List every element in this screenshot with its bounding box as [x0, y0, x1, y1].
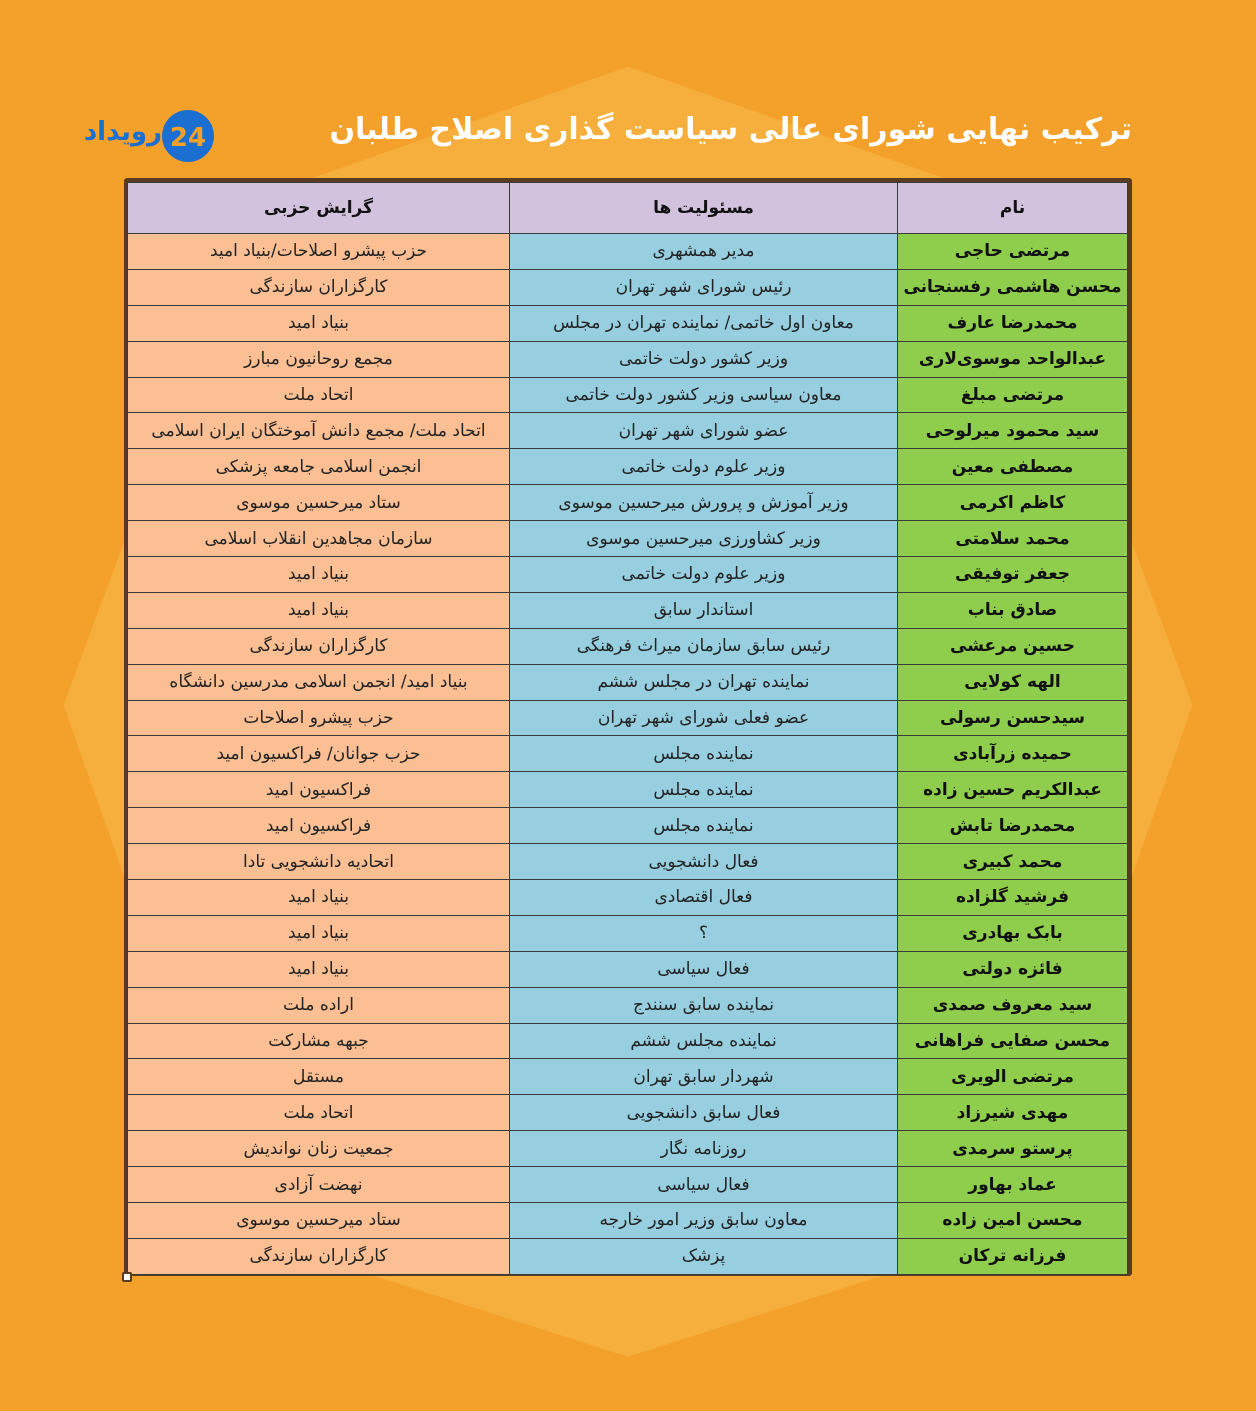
cell-name: فرشید گلزاده [898, 880, 1128, 916]
cell-name: سید معروف صمدی [898, 987, 1128, 1023]
cell-party: اتحادیه دانشجویی تادا [128, 844, 510, 880]
table-row [128, 664, 1128, 700]
table-row [128, 305, 1128, 341]
cell-responsibility: معاون سیاسی وزیر کشور دولت خاتمی [510, 377, 898, 413]
cell-responsibility: نماینده مجلس ششم [510, 1023, 898, 1059]
cell-name: سیدحسن رسولی [898, 700, 1128, 736]
cell-party: فراکسیون امید [128, 772, 510, 808]
table-row [128, 592, 1128, 628]
table-row [128, 1167, 1128, 1203]
cell-responsibility: فعال اقتصادی [510, 880, 898, 916]
table-row [128, 915, 1128, 951]
cell-responsibility: شهردار سابق تهران [510, 1059, 898, 1095]
cell-responsibility: نماینده مجلس [510, 808, 898, 844]
cell-party: اراده ملت [128, 987, 510, 1023]
cell-name: بابک بهادری [898, 915, 1128, 951]
table-row [128, 700, 1128, 736]
page-title: ترکیب نهایی شورای عالی سیاست گذاری اصلاح طلبان [329, 112, 1132, 147]
cell-party: بنیاد امید [128, 915, 510, 951]
cell-name: صادق بناب [898, 592, 1128, 628]
cell-party: بنیاد امید [128, 951, 510, 987]
cell-party: بنیاد امید [128, 305, 510, 341]
table-row [128, 341, 1128, 377]
cell-party: کارگزاران سازندگی [128, 1238, 510, 1274]
table-row [128, 1095, 1128, 1131]
cell-responsibility: عضو فعلی شورای شهر تهران [510, 700, 898, 736]
cell-name: مرتضی مبلغ [898, 377, 1128, 413]
cell-party: جمعیت زنان نواندیش [128, 1131, 510, 1167]
cell-party: نهضت آزادی [128, 1167, 510, 1203]
cell-responsibility: نماینده تهران در مجلس ششم [510, 664, 898, 700]
cell-name: محمد کبیری [898, 844, 1128, 880]
cell-party: ستاد میرحسین موسوی [128, 485, 510, 521]
cell-name: عبدالکریم حسین زاده [898, 772, 1128, 808]
table-header-row [128, 183, 1128, 234]
cell-responsibility: معاون سابق وزیر امور خارجه [510, 1203, 898, 1239]
cell-party: فراکسیون امید [128, 808, 510, 844]
cell-responsibility: نماینده مجلس [510, 736, 898, 772]
header-responsibilities: مسئولیت ها [510, 183, 898, 234]
cell-name: مرتضی حاجی [898, 234, 1128, 270]
cell-party: جبهه مشارکت [128, 1023, 510, 1059]
cell-responsibility: ؟ [510, 915, 898, 951]
header-party-affiliation: گرایش حزبی [128, 183, 510, 234]
cell-responsibility: استاندار سابق [510, 592, 898, 628]
council-table-frame [124, 178, 1132, 1276]
logo-text: رویداد [83, 117, 162, 147]
cell-responsibility: فعال سابق دانشجویی [510, 1095, 898, 1131]
cell-party: اتحاد ملت/ مجمع دانش آموختگان ایران اسلامی [128, 413, 510, 449]
cell-responsibility: نماینده مجلس [510, 772, 898, 808]
cell-responsibility: معاون اول خاتمی/ نماینده تهران در مجلس [510, 305, 898, 341]
table-row [128, 628, 1128, 664]
table-row [128, 880, 1128, 916]
table-row [128, 1059, 1128, 1095]
cell-responsibility: مدیر همشهری [510, 234, 898, 270]
table-row [128, 1023, 1128, 1059]
cell-responsibility: پزشک [510, 1238, 898, 1274]
cell-party: حزب پیشرو اصلاحات [128, 700, 510, 736]
cell-responsibility: وزیر کشاورزی میرحسین موسوی [510, 521, 898, 557]
cell-responsibility: عضو شورای شهر تهران [510, 413, 898, 449]
cell-responsibility: وزیر علوم دولت خاتمی [510, 557, 898, 593]
cell-responsibility: وزیر علوم دولت خاتمی [510, 449, 898, 485]
cell-responsibility: فعال دانشجویی [510, 844, 898, 880]
cell-name: محسن صفایی فراهانی [898, 1023, 1128, 1059]
cell-party: سازمان مجاهدین انقلاب اسلامی [128, 521, 510, 557]
rooydad24-logo [83, 106, 216, 166]
cell-party: اتحاد ملت [128, 1095, 510, 1131]
cell-party: اتحاد ملت [128, 377, 510, 413]
cell-party: بنیاد امید [128, 557, 510, 593]
table-row [128, 844, 1128, 880]
cell-name: مرتضی الویری [898, 1059, 1128, 1095]
table-row [128, 521, 1128, 557]
cell-party: کارگزاران سازندگی [128, 628, 510, 664]
table-row [128, 449, 1128, 485]
table-row [128, 413, 1128, 449]
cell-name: فائزه دولتی [898, 951, 1128, 987]
table-row [128, 557, 1128, 593]
cell-party: حزب پیشرو اصلاحات/بنیاد امید [128, 234, 510, 270]
table-row [128, 1131, 1128, 1167]
cell-responsibility: رئیس سابق سازمان میراث فرهنگی [510, 628, 898, 664]
corner-handle [122, 1272, 132, 1282]
table-row [128, 736, 1128, 772]
cell-name: عماد بهاور [898, 1167, 1128, 1203]
cell-name: محسن هاشمی رفسنجانی [898, 269, 1128, 305]
cell-name: محمد سلامتی [898, 521, 1128, 557]
logo-number: 24 [169, 123, 207, 153]
table-row [128, 1203, 1128, 1239]
table-row [128, 1238, 1128, 1274]
council-members-table [127, 182, 1128, 1275]
cell-name: الهه کولایی [898, 664, 1128, 700]
cell-responsibility: رئیس شورای شهر تهران [510, 269, 898, 305]
table-row [128, 987, 1128, 1023]
table-row [128, 377, 1128, 413]
cell-party: ستاد میرحسین موسوی [128, 1203, 510, 1239]
cell-name: جعفر توفیقی [898, 557, 1128, 593]
cell-name: حمیده زرآبادی [898, 736, 1128, 772]
cell-name: محسن امین زاده [898, 1203, 1128, 1239]
cell-responsibility: وزیر کشور دولت خاتمی [510, 341, 898, 377]
cell-party: بنیاد امید/ انجمن اسلامی مدرسین دانشگاه [128, 664, 510, 700]
cell-responsibility: فعال سیاسی [510, 1167, 898, 1203]
cell-responsibility: وزیر آموزش و پرورش میرحسین موسوی [510, 485, 898, 521]
cell-party: حزب جوانان/ فراکسیون امید [128, 736, 510, 772]
cell-name: محمدرضا تابش [898, 808, 1128, 844]
table-row [128, 269, 1128, 305]
table-row [128, 951, 1128, 987]
cell-party: کارگزاران سازندگی [128, 269, 510, 305]
table-row [128, 234, 1128, 270]
cell-party: بنیاد امید [128, 592, 510, 628]
header-name: نام [898, 183, 1128, 234]
cell-party: مجمع روحانیون مبارز [128, 341, 510, 377]
cell-party: بنیاد امید [128, 880, 510, 916]
table-row [128, 772, 1128, 808]
cell-responsibility: نماینده سابق سنندج [510, 987, 898, 1023]
cell-party: انجمن اسلامی جامعه پزشکی [128, 449, 510, 485]
cell-party: مستقل [128, 1059, 510, 1095]
cell-name: سید محمود میرلوحی [898, 413, 1128, 449]
cell-name: فرزانه ترکان [898, 1238, 1128, 1274]
cell-name: محمدرضا عارف [898, 305, 1128, 341]
table-row [128, 808, 1128, 844]
cell-responsibility: فعال سیاسی [510, 951, 898, 987]
cell-name: مهدی شیرزاد [898, 1095, 1128, 1131]
cell-name: حسین مرعشی [898, 628, 1128, 664]
cell-name: مصطفی معین [898, 449, 1128, 485]
cell-name: عبدالواحد موسوی‌لاری [898, 341, 1128, 377]
cell-name: پرستو سرمدی [898, 1131, 1128, 1167]
cell-responsibility: روزنامه نگار [510, 1131, 898, 1167]
cell-name: کاظم اکرمی [898, 485, 1128, 521]
table-row [128, 485, 1128, 521]
